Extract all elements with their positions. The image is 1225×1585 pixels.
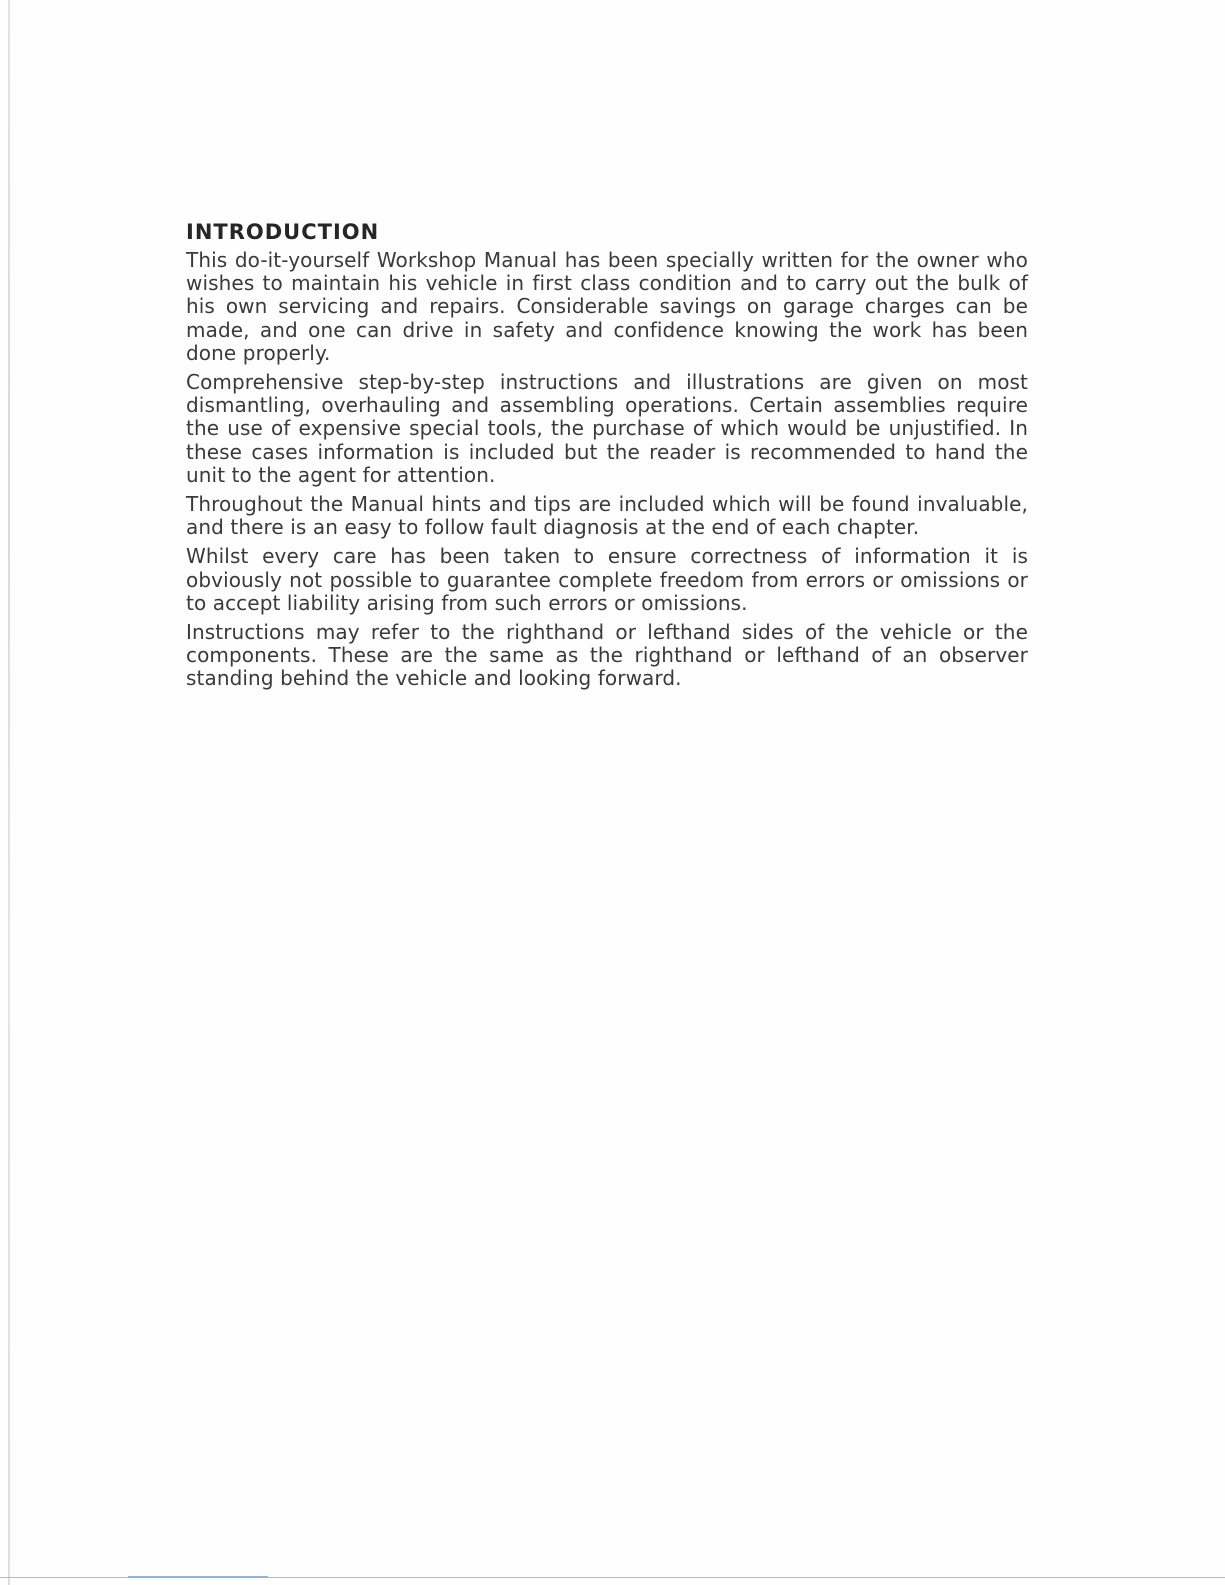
paragraph-instructions: Comprehensive step-by-step instructions and illustrations are given on most dismantling, overhauling and assembling operations. Certain assemblies require the use of expensive special tools, the purchase of which would be unjustified. In these cases information is included but the reader is recommended to hand the unit to the agent for attention. bbox=[186, 370, 1028, 487]
section-heading: INTRODUCTION bbox=[186, 220, 380, 244]
paragraph-disclaimer: Whilst every care has been taken to ensure correctness of information it is obviously not possible to guarantee complete freedom from errors or omissions or to accept liability arising from such errors or omissions. bbox=[186, 544, 1028, 615]
paragraph-purpose: This do-it-yourself Workshop Manual has been specially written for the owner who wishes to maintain his vehicle in first class condition and to carry out the bulk of his own servicing and repairs. Considerable savings on garage charges can be made, and one can drive in safety and confidence knowing the work has been done properly. bbox=[186, 248, 1028, 365]
document-body bbox=[186, 218, 1028, 697]
page-bottom-mark bbox=[128, 1576, 268, 1578]
paragraph-orientation: Instructions may refer to the righthand or lefthand sides of the vehicle or the components. These are the same as the righthand or lefthand of an observer standing behind the vehicle and looking forward. bbox=[186, 620, 1028, 691]
paragraph-hints: Throughout the Manual hints and tips are included which will be found invaluable, and there is an easy to follow fault diagnosis at the end of each chapter. bbox=[186, 492, 1028, 540]
page-binding-edge bbox=[8, 0, 10, 1585]
